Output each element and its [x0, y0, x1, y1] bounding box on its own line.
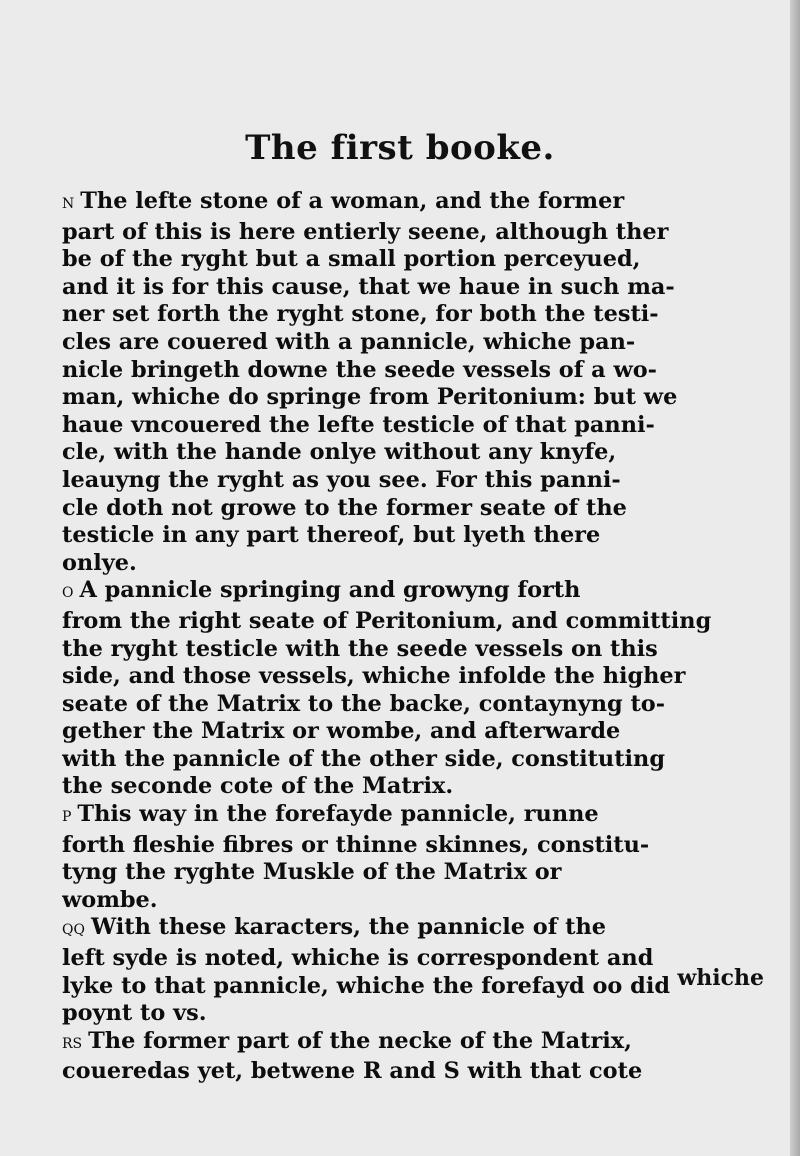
paragraph-p — [62, 801, 742, 914]
text-line: RS The former part of the necke of the Matrix, — [62, 1027, 632, 1054]
text-line: cle, with the hande onlye without any knyfe, — [62, 439, 617, 466]
page-edge — [790, 0, 800, 1156]
paragraph-rs — [62, 1028, 742, 1086]
text-line: lyke to that pannicle, whiche the forefayd oo did — [62, 972, 670, 999]
text-line: N The lefte stone of a woman, and the former — [62, 188, 625, 214]
text-line: seate of the Matrix to the backe, contaynyng to- — [62, 690, 666, 717]
text-line: testicle in any part thereof, but lyeth there — [62, 522, 601, 549]
text-line: cles are couered with a pannicle, whiche pan- — [62, 328, 636, 355]
paragraph-qq — [62, 914, 742, 1027]
text-line: left syde is noted, whiche is correspondent and — [62, 945, 654, 972]
text-line: leauyng the ryght as you see. For this panni- — [62, 466, 621, 493]
text-line: be of the ryght but a small portion perceyued, — [62, 246, 641, 273]
figure-marker: P — [62, 809, 72, 826]
text-line: man, whiche do springe from Peritonium: but we — [62, 384, 678, 411]
text-line: O A pannicle springing and growyng forth — [62, 577, 581, 604]
text-line: tyng the ryghte Muskle of the Matrix or — [62, 859, 562, 886]
running-head: The first booke. — [245, 128, 555, 168]
text-line: onlye. — [62, 549, 137, 576]
text-line: side, and those vessels, whiche infolde the higher — [62, 663, 686, 690]
text-line: and it is for this cause, that we haue in such ma- — [62, 273, 675, 300]
figure-marker: N — [62, 196, 75, 212]
text-line: cle doth not growe to the former seate of the — [62, 494, 627, 521]
text-line: from the right seate of Peritonium, and committing — [62, 607, 712, 634]
text-line: coueredas yet, betwene R and S with that cote — [62, 1058, 643, 1085]
text-line: wombe. — [62, 886, 158, 913]
text-line: the ryght testicle with the seede vessels on this — [62, 635, 658, 662]
text-line: P This way in the forefayde pannicle, runne — [62, 801, 599, 828]
paragraph-n — [62, 188, 742, 577]
text-line: poynt to vs. — [62, 1000, 207, 1027]
paragraph-o — [62, 577, 742, 801]
body-text — [62, 188, 742, 1086]
text-line: nicle bringeth downe the seede vessels of a wo- — [62, 356, 657, 383]
catchword: whiche — [677, 965, 764, 991]
figure-marker: O — [62, 585, 74, 602]
figure-marker: QQ — [62, 922, 85, 939]
text-line: gether the Matrix or wombe, and afterwarde — [62, 718, 621, 745]
text-line: part of this is here entierly seene, although ther — [62, 218, 669, 245]
text-line: the seconde cote of the Matrix. — [62, 773, 454, 800]
text-line: ner set forth the ryght stone, for both the testi- — [62, 301, 659, 328]
text-line: forth fleshie fibres or thinne skinnes, constitu- — [62, 831, 650, 858]
text-line: QQ With these karacters, the pannicle of the — [62, 914, 606, 941]
text-line: with the pannicle of the other side, constituting — [62, 745, 665, 772]
figure-marker: RS — [62, 1035, 83, 1052]
text-line: haue vncouered the lefte testicle of that panni- — [62, 411, 655, 438]
